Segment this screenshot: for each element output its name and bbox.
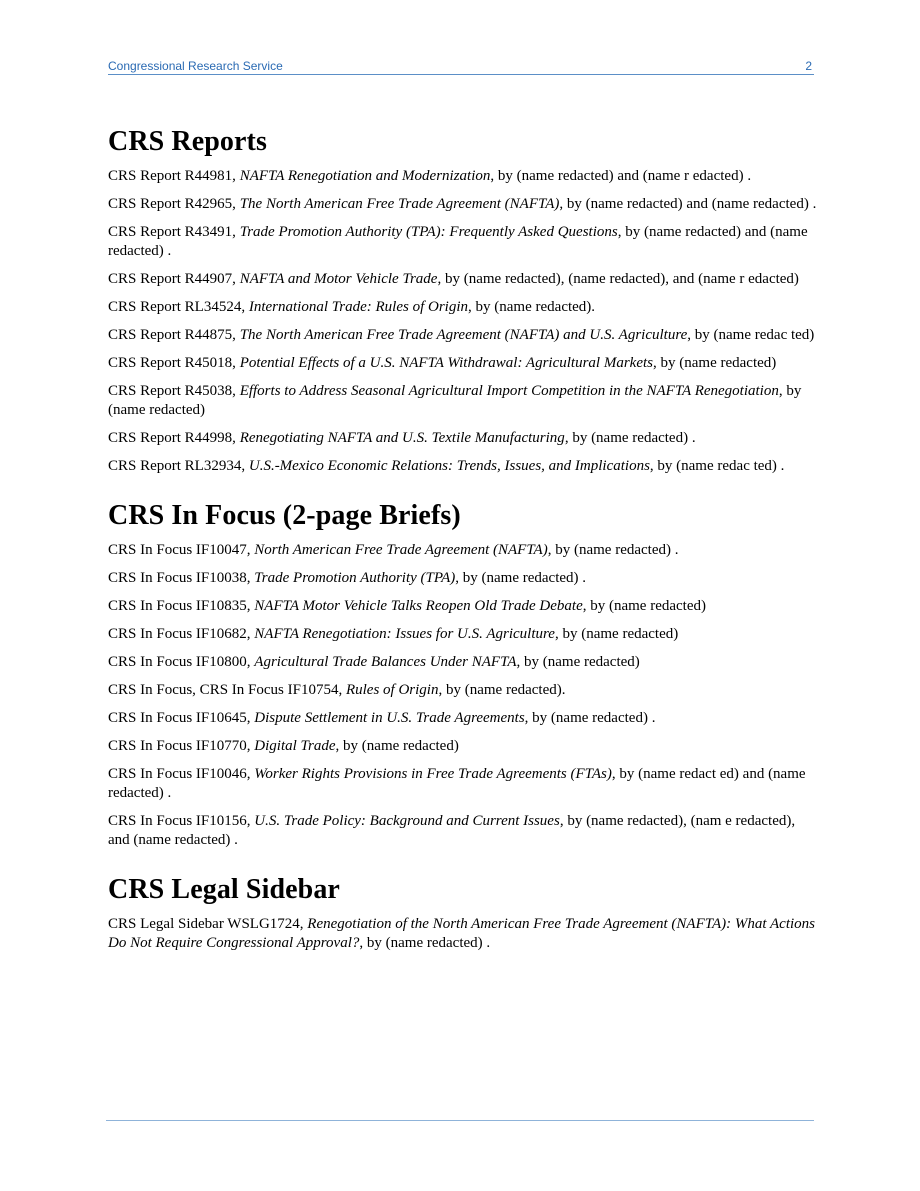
reference-title: Worker Rights Provisions in Free Trade Agreements (FTAs): [254, 766, 612, 782]
reference-list: [108, 167, 818, 476]
reference-id: CRS Report R44998,: [108, 430, 240, 446]
reference-title: Efforts to Address Seasonal Agricultural Import Competition in the NAFTA Renegotiation: [239, 383, 779, 399]
reference-id: CRS In Focus, CRS In Focus IF10754,: [108, 682, 346, 698]
reference-authors: , by (name redacted): [554, 626, 679, 642]
reference-authors: , by (name redacted) .: [359, 935, 491, 951]
reference-entry: [108, 541, 818, 560]
reference-title: Dispute Settlement in U.S. Trade Agreements: [254, 710, 525, 726]
section-heading: CRS Reports: [108, 126, 267, 157]
reference-authors: , by (name redacted) .: [564, 430, 696, 446]
reference-title: Digital Trade: [254, 738, 336, 754]
reference-title: Rules of Origin: [345, 682, 439, 698]
reference-authors: , by (name redacted) and (name r edacted) .: [490, 168, 752, 184]
reference-id: CRS In Focus IF10038,: [108, 570, 255, 586]
reference-title: Trade Promotion Authority (TPA): Frequently Asked Questions: [239, 224, 618, 240]
reference-title: U.S. Trade Policy: Background and Current Issues: [254, 813, 560, 829]
reference-entry: [108, 298, 818, 317]
reference-id: CRS In Focus IF10645,: [108, 710, 255, 726]
reference-title: Renegotiation of the North American Free Trade Agreement (NAFTA): What Actions Do Not Require Congressional Approval?: [108, 916, 815, 951]
reference-id: CRS Report R43491,: [108, 224, 240, 240]
reference-id: CRS Report R42965,: [108, 196, 240, 212]
reference-id: CRS Legal Sidebar WSLG1724,: [108, 916, 308, 932]
reference-authors: , by (name redacted) .: [524, 710, 656, 726]
reference-title: North American Free Trade Agreement (NAFTA): [254, 542, 548, 558]
reference-title: The North American Free Trade Agreement (NAFTA): [239, 196, 560, 212]
reference-authors: , by (name redac ted) .: [649, 458, 785, 474]
reference-authors: , by (name redacted).: [468, 299, 596, 315]
reference-id: CRS In Focus IF10800,: [108, 654, 255, 670]
reference-authors: , by (name redacted) .: [547, 542, 679, 558]
reference-authors: , by (name redacted): [582, 598, 707, 614]
reference-id: CRS In Focus IF10046,: [108, 766, 255, 782]
reference-authors: , by (name redacted) and (name redacted) .: [559, 196, 817, 212]
reference-id: CRS Report RL32934,: [108, 458, 249, 474]
reference-authors: , by (name redac ted): [687, 327, 815, 343]
section-heading: CRS Legal Sidebar: [108, 874, 340, 905]
reference-id: CRS Report R44875,: [108, 327, 240, 343]
reference-title: NAFTA and Motor Vehicle Trade: [239, 271, 438, 287]
reference-list: [108, 915, 818, 953]
reference-entry: [108, 457, 818, 476]
reference-id: CRS Report R45038,: [108, 383, 240, 399]
reference-authors: , by (name redacted): [516, 654, 640, 670]
reference-authors: , by (name redacted), (nam e redacted), and (name redacted) .: [108, 813, 796, 848]
header-org-name: Congressional Research Service: [108, 59, 283, 73]
reference-entry: [108, 681, 818, 700]
reference-entry: [108, 429, 818, 448]
reference-list: [108, 541, 818, 850]
reference-entry: [108, 326, 818, 345]
reference-authors: , by (name redacted).: [438, 682, 566, 698]
page-content: [108, 124, 818, 962]
reference-id: CRS In Focus IF10770,: [108, 738, 255, 754]
reference-entry: [108, 597, 818, 616]
reference-id: CRS In Focus IF10682,: [108, 626, 255, 642]
reference-entry: [108, 354, 818, 373]
reference-title: NAFTA Renegotiation and Modernization: [239, 168, 491, 184]
reference-id: CRS In Focus IF10835,: [108, 598, 255, 614]
reference-title: Agricultural Trade Balances Under NAFTA: [254, 654, 517, 670]
page-number: 2: [805, 59, 812, 73]
reference-title: Potential Effects of a U.S. NAFTA Withdrawal: Agricultural Markets: [239, 355, 654, 371]
reference-entry: [108, 625, 818, 644]
reference-authors: , by (name redacted), (name redacted), and (name r edacted): [437, 271, 799, 287]
reference-authors: , by (name redacted): [653, 355, 777, 371]
reference-entry: [108, 812, 818, 850]
reference-title: The North American Free Trade Agreement (NAFTA) and U.S. Agriculture: [239, 327, 688, 343]
reference-title: NAFTA Renegotiation: Issues for U.S. Agriculture: [254, 626, 555, 642]
reference-entry: [108, 195, 818, 214]
reference-entry: [108, 569, 818, 588]
reference-entry: [108, 765, 818, 803]
reference-id: CRS Report R45018,: [108, 355, 240, 371]
reference-id: CRS Report R44981,: [108, 168, 240, 184]
reference-id: CRS In Focus IF10156,: [108, 813, 255, 829]
reference-entry: [108, 382, 818, 420]
reference-authors: , by (name redact ed) and (name redacted) .: [108, 766, 806, 801]
reference-entry: [108, 653, 818, 672]
reference-authors: , by (name redacted) .: [455, 570, 587, 586]
reference-title: NAFTA Motor Vehicle Talks Reopen Old Trade Debate: [254, 598, 583, 614]
reference-id: CRS Report R44907,: [108, 271, 240, 287]
section-crs-legal-sidebar: [108, 872, 818, 953]
footer-rule: [106, 1120, 814, 1121]
reference-title: U.S.-Mexico Economic Relations: Trends, Issues, and Implications: [248, 458, 650, 474]
page-header: [108, 58, 814, 75]
section-heading: CRS In Focus (2-page Briefs): [108, 500, 461, 531]
reference-entry: [108, 167, 818, 186]
reference-entry: [108, 709, 818, 728]
reference-title: Trade Promotion Authority (TPA): [254, 570, 456, 586]
reference-entry: [108, 737, 818, 756]
reference-authors: , by (name redacted): [335, 738, 459, 754]
section-crs-in-focus: [108, 498, 818, 850]
reference-id: CRS Report RL34524,: [108, 299, 249, 315]
reference-entry: [108, 915, 818, 953]
reference-authors: , by (name redacted): [108, 383, 802, 418]
reference-entry: [108, 223, 818, 261]
reference-entry: [108, 270, 818, 289]
reference-title: International Trade: Rules of Origin: [248, 299, 469, 315]
reference-id: CRS In Focus IF10047,: [108, 542, 255, 558]
section-crs-reports: [108, 124, 818, 476]
reference-authors: , by (name redacted) and (name redacted) .: [108, 224, 808, 259]
reference-title: Renegotiating NAFTA and U.S. Textile Manufacturing: [239, 430, 565, 446]
